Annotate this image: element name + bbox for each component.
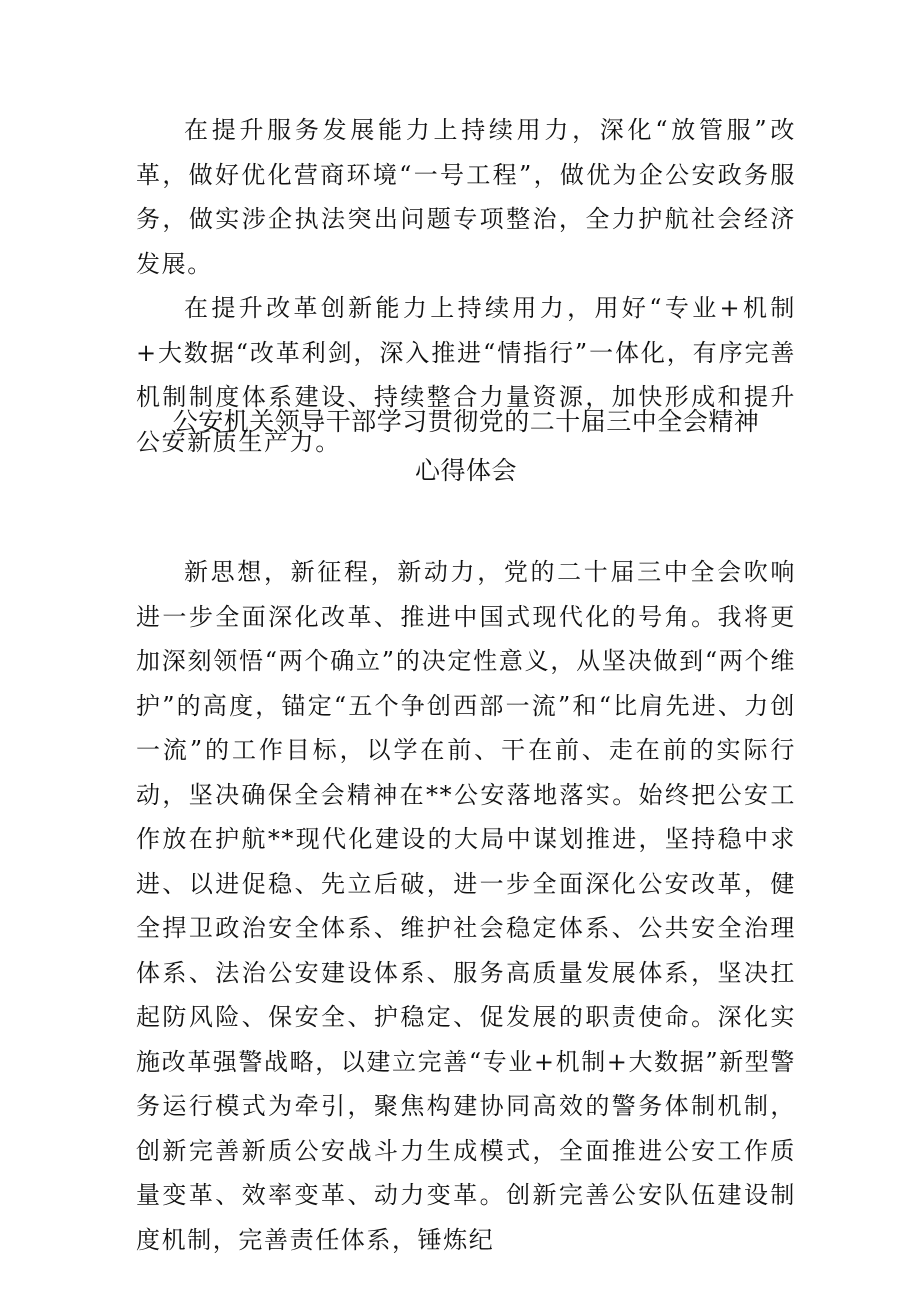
paragraph-reform-innovation: 在提升改革创新能力上持续用力，用好“专业+机制+大数据“改革利剑，深入推进“情指行”一体化，有序完善机制制度体系建设、持续整合力量资源，加快形成和提升公安新质生产力。 <box>136 294 796 456</box>
article-title-line-1: 公安机关领导干部学习贯彻党的二十届三中全会精神 <box>172 407 760 436</box>
paragraph-service-development: 在提升服务发展能力上持续用力，深化“放管服”改革，做好优化营商环境“一号工程”，做优为企公安政务服务，做实涉企执法突出问题专项整治，全力护航社会经济发展。 <box>136 116 796 278</box>
article-title-line-2: 心得体会 <box>414 456 517 485</box>
article-body <box>136 550 796 1262</box>
article-title <box>136 397 796 495</box>
article-paragraph: 新思想，新征程，新动力，党的二十届三中全会吹响进一步全面深化改革、推进中国式现代化的号角。我将更加深刻领悟“两个确立”的决定性意义，从坚决做到“两个维护”的高度，锚定“五个争创西部一流”和“比肩先进、力创一流”的工作目标，以学在前、干在前、走在前的实际行动，坚决确保全会精神在**公安落地落实。始终把公安工作放在护航**现代化建设的大局中谋划推进，坚持稳中求进、以进促稳、先立后破，进一步全面深化公安改革，健全捍卫政治安全体系、维护社会稳定体系、公共安全治理体系、法治公安建设体系、服务高质量发展体系，坚决扛起防风险、保安全、护稳定、促发展的职责使命。深化实施改革强警战略，以建立完善“专业+机制+大数据”新型警务运行模式为牵引，聚焦构建协同高效的警务体制机制，创新完善新质公安战斗力生成模式，全面推进公安工作质量变革、效率变革、动力变革。创新完善公安队伍建设制度机制，完善责任体系，锤炼纪 <box>136 558 796 1254</box>
